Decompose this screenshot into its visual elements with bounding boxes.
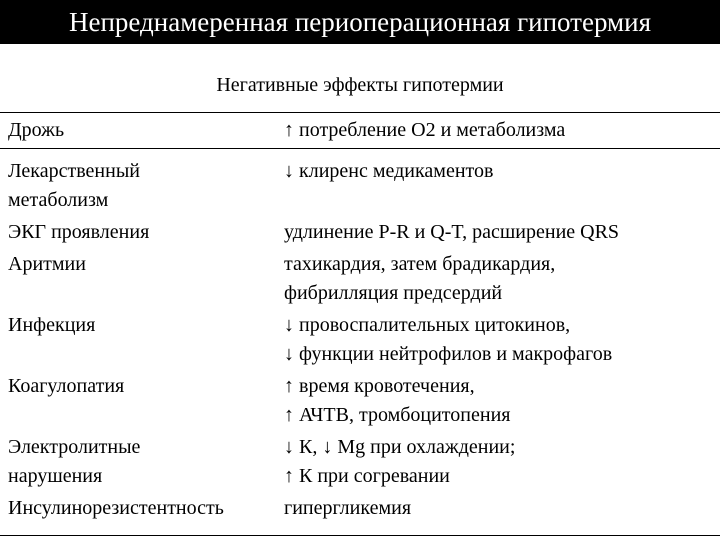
effect-text: Инсулинорезистентность [8,497,224,519]
effect-text: Электролитные [8,436,141,458]
description-cell [276,311,720,369]
table-row [0,218,720,250]
description-text: ↓ функции нейтрофилов и макрофагов [284,343,613,365]
description-cell [276,372,720,430]
effect-cell [0,372,276,430]
description-text: ↑ К при согревании [284,465,450,487]
description-text: тахикардия, затем брадикардия, [284,253,556,275]
table-row [0,148,720,218]
effect-cell [0,494,276,523]
description-cell [276,250,720,308]
description-text: ↑ АЧТВ, тромбоцитопения [284,404,511,426]
effect-text: нарушения [8,465,103,487]
effect-cell [0,157,276,215]
description-text: ↓ К, ↓ Mg при охлаждении; [284,436,516,458]
slide-title: Непреднамеренная периоперационная гипотермия [0,0,720,44]
effect-text: метаболизм [8,189,109,211]
effect-cell [0,433,276,491]
effect-text: Аритмии [8,253,86,275]
effect-cell [0,218,276,247]
effect-text: Коагулопатия [8,375,125,397]
description-text: ↓ провоспалительных цитокинов, [284,314,571,336]
description-text: гипергликемия [284,497,412,519]
effect-text: Лекарственный [8,160,140,182]
effect-cell [0,116,276,145]
effect-text: ЭКГ проявления [8,221,150,243]
description-cell [276,433,720,491]
description-text: ↑ время кровотечения, [284,375,475,397]
effect-cell [0,311,276,369]
table-row [0,433,720,494]
description-text: ↓ клиренс медикаментов [284,160,494,182]
table-row [0,112,720,148]
effect-text: Дрожь [8,119,65,141]
table-row [0,494,720,536]
description-text: удлинение P-R и Q-T, расширение QRS [284,221,620,243]
description-cell [276,218,720,247]
description-text: фибрилляция предсердий [284,282,503,304]
description-text: ↑ потребление О2 и метаболизма [284,119,566,141]
table-row [0,372,720,433]
table-caption: Негативные эффекты гипотермии [216,74,504,96]
description-cell [276,157,720,215]
description-cell [276,494,720,523]
description-cell [276,116,720,145]
table-row [0,311,720,372]
effect-cell [0,250,276,308]
table-row [0,250,720,311]
effect-text: Инфекция [8,314,96,336]
hypothermia-effects-table [0,112,720,536]
